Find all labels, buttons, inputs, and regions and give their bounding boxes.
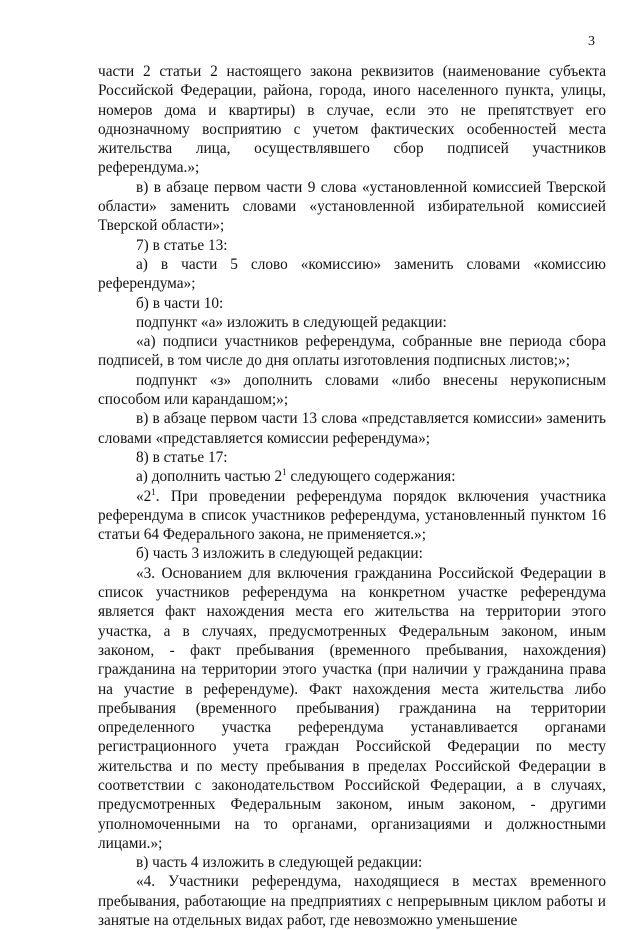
paragraph xyxy=(98,409,606,448)
paragraph xyxy=(98,294,606,313)
paragraph-text: 8) в статье 17: xyxy=(136,448,228,466)
paragraph-text: 7) в статье 13: xyxy=(136,236,228,254)
paragraph-text: части 2 статьи 2 настоящего закона реквизитов (наименование субъекта Российской Федерации, района, города, иного населенного пункта, улицы, номеров дома и квартиры) в случае, если это не препятствует его однозначному восприятию с учетом фактических особенностей места жительства лица, осуществлявшего сбор подписей участников референдума.»; xyxy=(98,63,606,177)
paragraph xyxy=(98,853,606,872)
paragraph-text: а) дополнить частью 2 xyxy=(136,468,283,486)
page-number: 3 xyxy=(588,34,595,49)
paragraph xyxy=(98,448,606,467)
document-body xyxy=(98,62,606,930)
paragraph-text: а) в части 5 слово «комиссию» заменить словами «комиссию референдума»; xyxy=(98,255,606,293)
paragraph-text: «2 xyxy=(136,487,152,505)
paragraph xyxy=(98,178,606,236)
paragraph-text-continued: . При проведении референдума порядок включения участника референдума в список участников референдума, установленный пунктом 16 статьи 64 Федерального закона, не применяется.»; xyxy=(98,487,606,544)
paragraph-text: в) в абзаце первом части 9 слова «установленной комиссией Тверской области» заменить словами «установленной избирательной комиссией Тверской области»; xyxy=(98,178,606,235)
paragraph xyxy=(98,371,606,410)
superscript: 1 xyxy=(151,486,156,497)
paragraph xyxy=(98,872,606,930)
paragraph-text: «3. Основанием для включения гражданина Российской Федерации в список участников референдума на конкретном участке референдума является факт нахождения места его жительства на территории этого участка, а в случаях, предусмотренных Федеральным законом, иным законом, - факт пребывания (временного пребывания, нахождения) гражданина на территории этого участка (при наличии у гражданина права на участие в референдуме). Факт нахождения места жительства либо пребывания (временного пребывания) гражданина на территории определенного участка референдума устанавливается органами регистрационного учета граждан Российской Федерации по месту жительства и по месту пребывания в пределах Российской Федерации в соответствии с законодательством Российской Федерации, а в случаях, предусмотренных Федеральным законом, иным законом, - другими уполномоченными на то органами, организациями и должностными лицами.»; xyxy=(98,564,606,852)
paragraph xyxy=(98,313,606,332)
paragraph-text: подпункт «а» изложить в следующей редакции: xyxy=(136,313,447,331)
superscript: 1 xyxy=(282,467,287,478)
paragraph-text: в) часть 4 изложить в следующей редакции: xyxy=(136,854,423,872)
paragraph-text: б) в части 10: xyxy=(136,294,224,312)
paragraph-text: «а) подписи участников референдума, собранные вне периода сбора подписей, в том числе до дня оплаты изготовления подписных листов;»; xyxy=(98,333,606,370)
paragraph xyxy=(98,487,606,545)
paragraph xyxy=(98,467,606,486)
paragraph-text: в) в абзаце первом части 13 слова «представляется комиссии» заменить словами «представляется комиссии референдума»; xyxy=(98,410,606,447)
paragraph xyxy=(98,62,606,178)
paragraph xyxy=(98,564,606,853)
paragraph xyxy=(98,255,606,294)
paragraph-text: подпункт «з» дополнить словами «либо внесены нерукописным способом или карандашом;»; xyxy=(98,371,606,409)
paragraph xyxy=(98,544,606,563)
paragraph xyxy=(98,236,606,255)
paragraph-text: б) часть 3 изложить в следующей редакции: xyxy=(136,545,423,563)
paragraph-text: «4. Участники референдума, находящиеся в местах временного пребывания, работающие на предприятиях с непрерывным циклом работы и занятые на отдельных видах работ, где невозможно уменьшение xyxy=(98,873,606,930)
paragraph xyxy=(98,332,606,371)
paragraph-text-continued: следующего содержания: xyxy=(286,468,456,486)
